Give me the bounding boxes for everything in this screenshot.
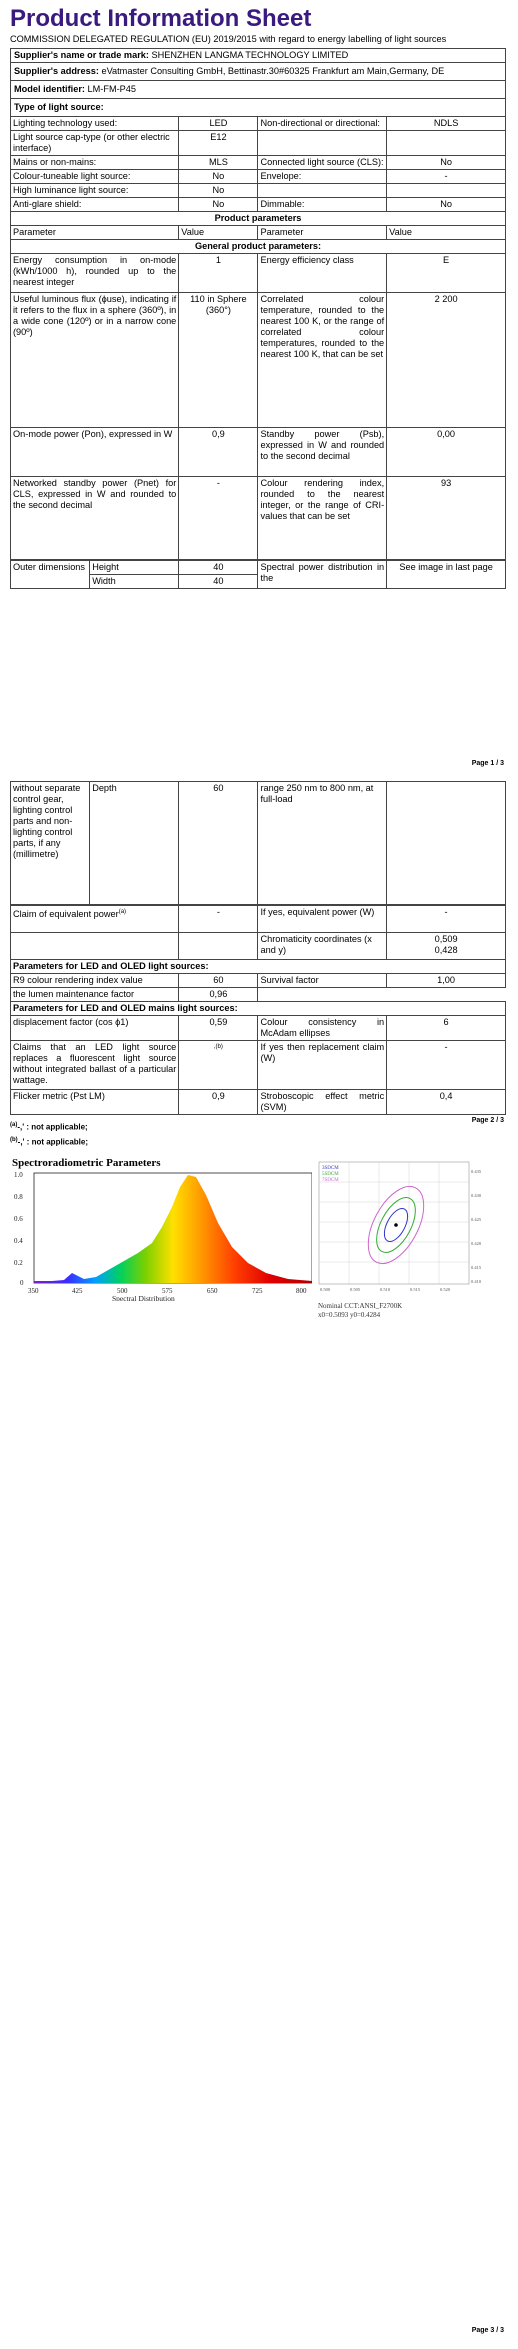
tick-label: 0.8 bbox=[14, 1193, 23, 1201]
legend-entry: 3SDCM bbox=[322, 1166, 339, 1171]
legend-entry: 5SDCM bbox=[322, 1172, 339, 1177]
table-row: On-mode power (Pon), expressed in W 0,9 Standby power (Psb), expressed in W and rounded to the second decimal 0,00 bbox=[11, 428, 506, 477]
tick-label: 650 bbox=[207, 1287, 218, 1295]
table-row: Flicker metric (Pst LM) 0,9 Stroboscopic effect metric (SVM) 0,4 bbox=[11, 1090, 506, 1115]
regulation-text: COMMISSION DELEGATED REGULATION (EU) 2019/2015 with regard to energy labelling of light sources bbox=[10, 34, 447, 44]
tick-label: 0.435 bbox=[471, 1169, 482, 1174]
table-row: Width 40 bbox=[11, 575, 506, 589]
tick-label: 0.520 bbox=[440, 1287, 451, 1292]
measured-point bbox=[394, 1223, 398, 1227]
supplier-name: SHENZHEN LANGMA TECHNOLOGY LIMITED bbox=[151, 50, 349, 60]
tick-label: 725 bbox=[252, 1287, 263, 1295]
supplier-name-label: Supplier's name or trade mark: bbox=[14, 50, 149, 60]
tick-label: 0.510 bbox=[380, 1287, 391, 1292]
led-heading-row bbox=[11, 960, 506, 974]
tick-label: 0.430 bbox=[471, 1193, 482, 1198]
chromaticity-chart bbox=[318, 1161, 490, 1297]
page-3 bbox=[0, 1145, 518, 2349]
tick-label: 500 bbox=[117, 1287, 128, 1295]
model-label: Model identifier: bbox=[14, 84, 85, 94]
table-row: High luminance light source: No bbox=[11, 184, 506, 198]
tick-label: 0.6 bbox=[14, 1215, 23, 1223]
cie-yticks bbox=[471, 1169, 482, 1284]
table-row: Light source cap-type (or other electric interface) E12 bbox=[11, 131, 506, 156]
tick-label: 425 bbox=[72, 1287, 83, 1295]
spectrum-figure bbox=[12, 1157, 312, 1307]
mains-parameters-heading: Parameters for LED and OLED mains light sources: bbox=[11, 1002, 506, 1016]
supplier-address-row bbox=[10, 62, 506, 80]
spectrum-title: Spectroradiometric Parameters bbox=[12, 1157, 161, 1169]
product-parameters-row bbox=[11, 212, 506, 226]
type-table bbox=[10, 116, 506, 560]
table-row: Networked standby power (Pnet) for CLS, expressed in W and rounded to the second decimal - Colour rendering index, rounded to the nearest integer, or the range of CRI-values that can be set 93 bbox=[11, 477, 506, 560]
table-row: Outer dimensions Height 40 Spectral power distribution in the See image in last page bbox=[11, 561, 506, 575]
tick-label: 0.505 bbox=[350, 1287, 361, 1292]
tick-label: 0.415 bbox=[471, 1265, 482, 1270]
document-title: Product Information Sheet bbox=[10, 5, 312, 32]
footnotes bbox=[10, 1119, 506, 1148]
cie-caption: Nominal CCT:ANSI_F2700K x0=0.5093 y0=0.4284 bbox=[318, 1302, 403, 1319]
page-1 bbox=[0, 0, 518, 771]
spectrum-chart bbox=[12, 1169, 312, 1301]
page-number: Page 1 / 3 bbox=[471, 760, 504, 767]
cie-legend bbox=[322, 1166, 339, 1183]
legend-entry: 7SDCM bbox=[322, 1178, 339, 1183]
tick-label: 0.2 bbox=[14, 1259, 23, 1267]
table-row: Claims that an LED light source replaces a fluorescent light source without integrated ballast of a particular wattage. ,(b) If yes then replacement claim (W) - bbox=[11, 1041, 506, 1090]
column-header-row: Parameter Value Parameter Value bbox=[11, 226, 506, 240]
table-row: Energy consumption in on-mode (kWh/1000 h), rounded up to the nearest integer 1 Energy efficiency class E bbox=[11, 254, 506, 293]
model-identifier: LM-FM-P45 bbox=[87, 84, 137, 94]
table-row: Colour-tuneable light source: No Envelope: - bbox=[11, 170, 506, 184]
table-row: Chromaticity coordinates (x and y) 0,509 0,428 bbox=[11, 933, 506, 960]
supplier-address-label: Supplier's address: bbox=[14, 66, 99, 76]
product-parameters-heading: Product parameters bbox=[11, 212, 506, 226]
plot-frame bbox=[319, 1162, 469, 1284]
supplier-name-row bbox=[10, 48, 506, 62]
tick-label: 575 bbox=[162, 1287, 173, 1295]
spectrum-yticks bbox=[14, 1171, 24, 1287]
table-row: Claim of equivalent power$^{(a)}$ - If yes, equivalent power (W) - bbox=[11, 906, 506, 933]
outer-dimensions-continued: without separate control gear, lighting control parts and non-lighting control parts, if any (millimetre) bbox=[11, 782, 90, 905]
spectrum-curve bbox=[34, 1175, 312, 1283]
table-row: without separate control gear, lighting control parts and non-lighting control parts, if any (millimetre) Depth 60 range 250 nm to 800 nm, at full-load bbox=[11, 782, 506, 905]
table-row: R9 colour rendering index value 60 Survival factor 1,00 bbox=[11, 974, 506, 988]
parameters-table bbox=[10, 905, 506, 1115]
tick-label: 0.500 bbox=[320, 1287, 331, 1292]
tick-label: 0.420 bbox=[471, 1241, 482, 1246]
tick-label: 0.425 bbox=[471, 1217, 482, 1222]
tick-label: 800 bbox=[296, 1287, 307, 1295]
type-header: Type of light source: bbox=[10, 98, 506, 116]
footnote-a: $^{(a)}$-,' : not applicable; bbox=[10, 1122, 88, 1132]
dimensions-table bbox=[10, 560, 506, 589]
tick-label: 1.0 bbox=[14, 1171, 23, 1179]
tick-label: 0 bbox=[20, 1279, 24, 1287]
table-row: Lighting technology used: LED Non-directional or directional: NDLS bbox=[11, 117, 506, 131]
table-row: displacement factor (cos ϕ1) 0,59 Colour consistency in McAdam ellipses 6 bbox=[11, 1016, 506, 1041]
footnote-b: $^{(b)}$-,' : not applicable; bbox=[10, 1136, 89, 1147]
page-number: Page 2 / 3 bbox=[471, 1117, 504, 1124]
supplier-address: eVatmaster Consulting GmbH, Bettinastr.30#60325 Frankfurt am Main,Germany, DE bbox=[101, 66, 445, 76]
model-row bbox=[10, 80, 506, 98]
led-parameters-heading: Parameters for LED and OLED light sources: bbox=[11, 960, 506, 974]
table-row: Mains or non-mains: MLS Connected light source (CLS): No bbox=[11, 156, 506, 170]
dimensions-continued-table bbox=[10, 781, 506, 905]
general-heading-row bbox=[11, 240, 506, 254]
tick-label: 350 bbox=[28, 1287, 39, 1295]
spectrum-xlabel: Spectral Distribution bbox=[112, 1294, 175, 1301]
chromaticity-figure bbox=[318, 1161, 490, 1321]
mains-heading-row bbox=[11, 1002, 506, 1016]
tick-label: 0.515 bbox=[410, 1287, 421, 1292]
tick-label: 0.4 bbox=[14, 1237, 23, 1245]
tick-label: 0.410 bbox=[471, 1279, 482, 1284]
table-row: Useful luminous flux (ϕuse), indicating if it refers to the flux in a sphere (360º), in a wide cone (120º) or in a narrow cone (90º) 110 in Sphere (360°) Correlated colour temperature, rounded to the nearest 100 K, or the range of correlated colour temperatures, rounded to the nearest 100 K, that can be set 2 200 bbox=[11, 293, 506, 428]
cie-xticks bbox=[320, 1287, 451, 1292]
page-number: Page 3 / 3 bbox=[471, 2327, 504, 2334]
general-parameters-heading: General product parameters: bbox=[11, 240, 506, 254]
outer-dimensions-label: Outer dimensions bbox=[11, 561, 90, 589]
table-row: Anti-glare shield: No Dimmable: No bbox=[11, 198, 506, 212]
table-row: the lumen maintenance factor 0,96 bbox=[11, 988, 506, 1002]
